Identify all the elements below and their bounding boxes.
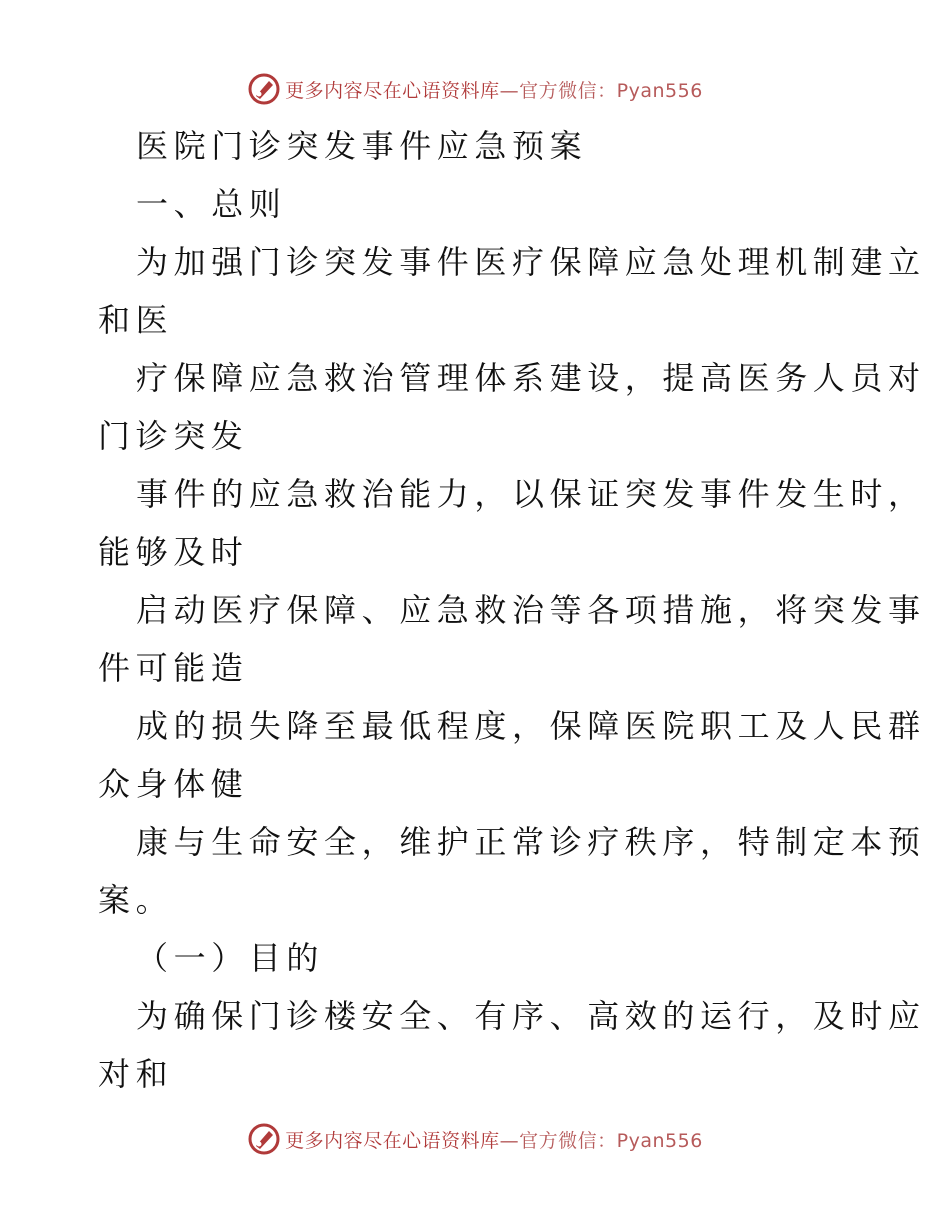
- watermark-contact: —官方微信：Pyan556: [499, 79, 703, 102]
- document-title: 医院门诊突发事件应急预案: [136, 127, 588, 165]
- pen-logo-icon: [247, 1122, 281, 1156]
- header-watermark: [0, 71, 950, 107]
- paragraph-line: 众身体健: [98, 765, 249, 803]
- paragraph-line: 疗保障应急救治管理体系建设，提高医务人员对: [136, 359, 926, 397]
- paragraph-line: 启动医疗保障、应急救治等各项措施，将突发事: [136, 591, 926, 629]
- subsection-heading: （一）目的: [136, 939, 325, 977]
- watermark-name: 更多内容尽在心语资料库: [285, 79, 500, 102]
- paragraph-line: 能够及时: [98, 533, 249, 571]
- section-heading: 一、总则: [136, 185, 287, 223]
- paragraph-line: 事件的应急救治能力，以保证突发事件发生时，: [136, 475, 926, 513]
- paragraph-line: 案。: [98, 881, 174, 919]
- watermark-name: 更多内容尽在心语资料库: [285, 1129, 500, 1152]
- pen-logo-icon: [247, 72, 281, 106]
- paragraph-line: 对和: [98, 1055, 174, 1093]
- paragraph-line: 为加强门诊突发事件医疗保障应急处理机制建立: [136, 243, 926, 281]
- paragraph-line: 康与生命安全，维护正常诊疗秩序，特制定本预: [136, 823, 926, 861]
- paragraph-line: 成的损失降至最低程度，保障医院职工及人民群: [136, 707, 926, 745]
- watermark-contact: —官方微信：Pyan556: [499, 1129, 703, 1152]
- paragraph-line: 为确保门诊楼安全、有序、高效的运行，及时应: [136, 997, 926, 1035]
- paragraph-line: 门诊突发: [98, 417, 249, 455]
- paragraph-line: 和医: [98, 301, 174, 339]
- footer-watermark: [0, 1121, 950, 1157]
- paragraph-line: 件可能造: [98, 649, 249, 687]
